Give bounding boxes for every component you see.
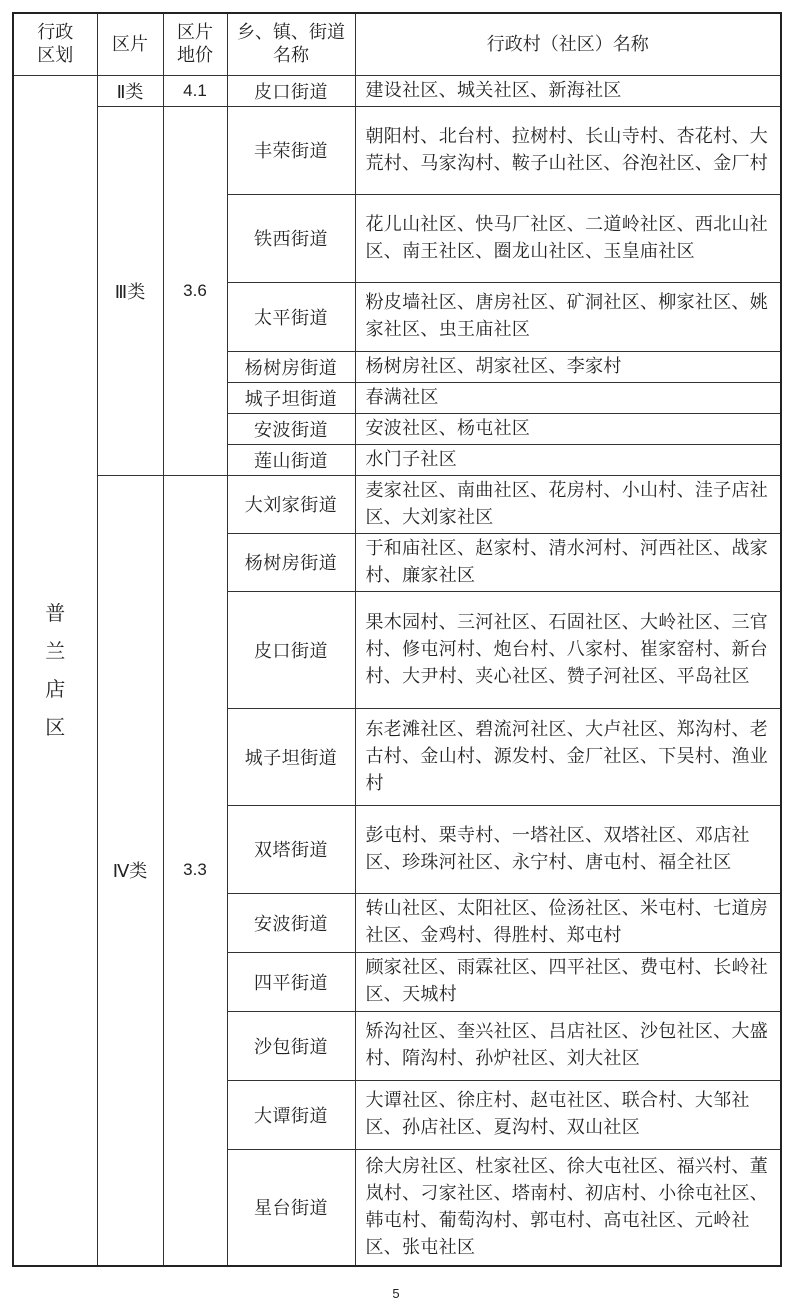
town-cell: 皮口街道 <box>227 591 355 708</box>
land-price-table <box>12 12 782 1267</box>
villages-cell: 果木园村、三河社区、石固社区、大岭社区、三官村、修屯河村、炮台村、八家村、崔家窑村、新台村、大尹村、夹心社区、赞子河社区、平岛社区 <box>355 591 781 708</box>
town-cell: 杨树房街道 <box>227 533 355 591</box>
town-cell: 安波街道 <box>227 893 355 952</box>
town-cell: 安波街道 <box>227 413 355 444</box>
town-cell: 皮口街道 <box>227 75 355 106</box>
header-price: 区片地价 <box>163 13 227 75</box>
villages-cell: 朝阳村、北台村、拉树村、长山寺村、杏花村、大荒村、马家沟村、鞍子山社区、谷泡社区、金厂村 <box>355 106 781 194</box>
price-cell: 4.1 <box>163 75 227 106</box>
town-cell: 双塔街道 <box>227 805 355 893</box>
town-cell: 城子坦街道 <box>227 708 355 805</box>
town-cell: 铁西街道 <box>227 194 355 282</box>
villages-cell: 花儿山社区、快马厂社区、二道岭社区、西北山社区、南王社区、圈龙山社区、玉皇庙社区 <box>355 194 781 282</box>
villages-cell: 徐大房社区、杜家社区、徐大屯社区、福兴村、董岚村、刁家社区、塔南村、初店村、小徐屯社区、韩屯村、葡萄沟村、郭屯村、高屯社区、元岭社区、张屯社区 <box>355 1149 781 1266</box>
villages-cell: 杨树房社区、胡家社区、李家村 <box>355 351 781 382</box>
town-cell: 太平街道 <box>227 282 355 351</box>
table-row <box>13 475 781 533</box>
villages-cell: 彭屯村、栗寺村、一塔社区、双塔社区、邓店社区、珍珠河社区、永宁村、唐屯村、福全社区 <box>355 805 781 893</box>
villages-cell: 转山社区、太阳社区、俭汤社区、米屯村、七道房社区、金鸡村、得胜村、郑屯村 <box>355 893 781 952</box>
town-cell: 莲山街道 <box>227 444 355 475</box>
villages-cell: 粉皮墙社区、唐房社区、矿洞社区、柳家社区、姚家社区、虫王庙社区 <box>355 282 781 351</box>
town-cell: 沙包街道 <box>227 1011 355 1080</box>
header-town: 乡、镇、街道名称 <box>227 13 355 75</box>
header-villages: 行政村（社区）名称 <box>355 13 781 75</box>
villages-cell: 水门子社区 <box>355 444 781 475</box>
zone-cell: Ⅲ类 <box>97 106 163 475</box>
zone-cell: Ⅳ类 <box>97 475 163 1266</box>
villages-cell: 大谭社区、徐庄村、赵屯社区、联合村、大邹社区、孙店社区、夏沟村、双山社区 <box>355 1080 781 1149</box>
price-cell: 3.3 <box>163 475 227 1266</box>
town-cell: 大谭街道 <box>227 1080 355 1149</box>
villages-cell: 春满社区 <box>355 382 781 413</box>
header-district: 行政区划 <box>13 13 97 75</box>
town-cell: 丰荣街道 <box>227 106 355 194</box>
table-row <box>13 75 781 106</box>
town-cell: 杨树房街道 <box>227 351 355 382</box>
villages-cell: 顾家社区、雨霖社区、四平社区、费屯村、长岭社区、天城村 <box>355 952 781 1011</box>
villages-cell: 东老滩社区、碧流河社区、大卢社区、郑沟村、老古村、金山村、源发村、金厂社区、下吴村、渔业村 <box>355 708 781 805</box>
table-row <box>13 106 781 194</box>
villages-cell: 矫沟社区、奎兴社区、吕店社区、沙包社区、大盛村、隋沟村、孙炉社区、刘大社区 <box>355 1011 781 1080</box>
villages-cell: 于和庙社区、赵家村、清水河村、河西社区、战家村、廉家社区 <box>355 533 781 591</box>
town-cell: 四平街道 <box>227 952 355 1011</box>
price-cell: 3.6 <box>163 106 227 475</box>
villages-cell: 安波社区、杨屯社区 <box>355 413 781 444</box>
town-cell: 城子坦街道 <box>227 382 355 413</box>
villages-cell: 建设社区、城关社区、新海社区 <box>355 75 781 106</box>
villages-cell: 麦家社区、南曲社区、花房村、小山村、洼子店社区、大刘家社区 <box>355 475 781 533</box>
page-number: 5 <box>392 1286 400 1301</box>
header-zone: 区片 <box>97 13 163 75</box>
zone-cell: Ⅱ类 <box>97 75 163 106</box>
district-cell: 普兰店区 <box>13 75 97 1266</box>
town-cell: 大刘家街道 <box>227 475 355 533</box>
town-cell: 星台街道 <box>227 1149 355 1266</box>
